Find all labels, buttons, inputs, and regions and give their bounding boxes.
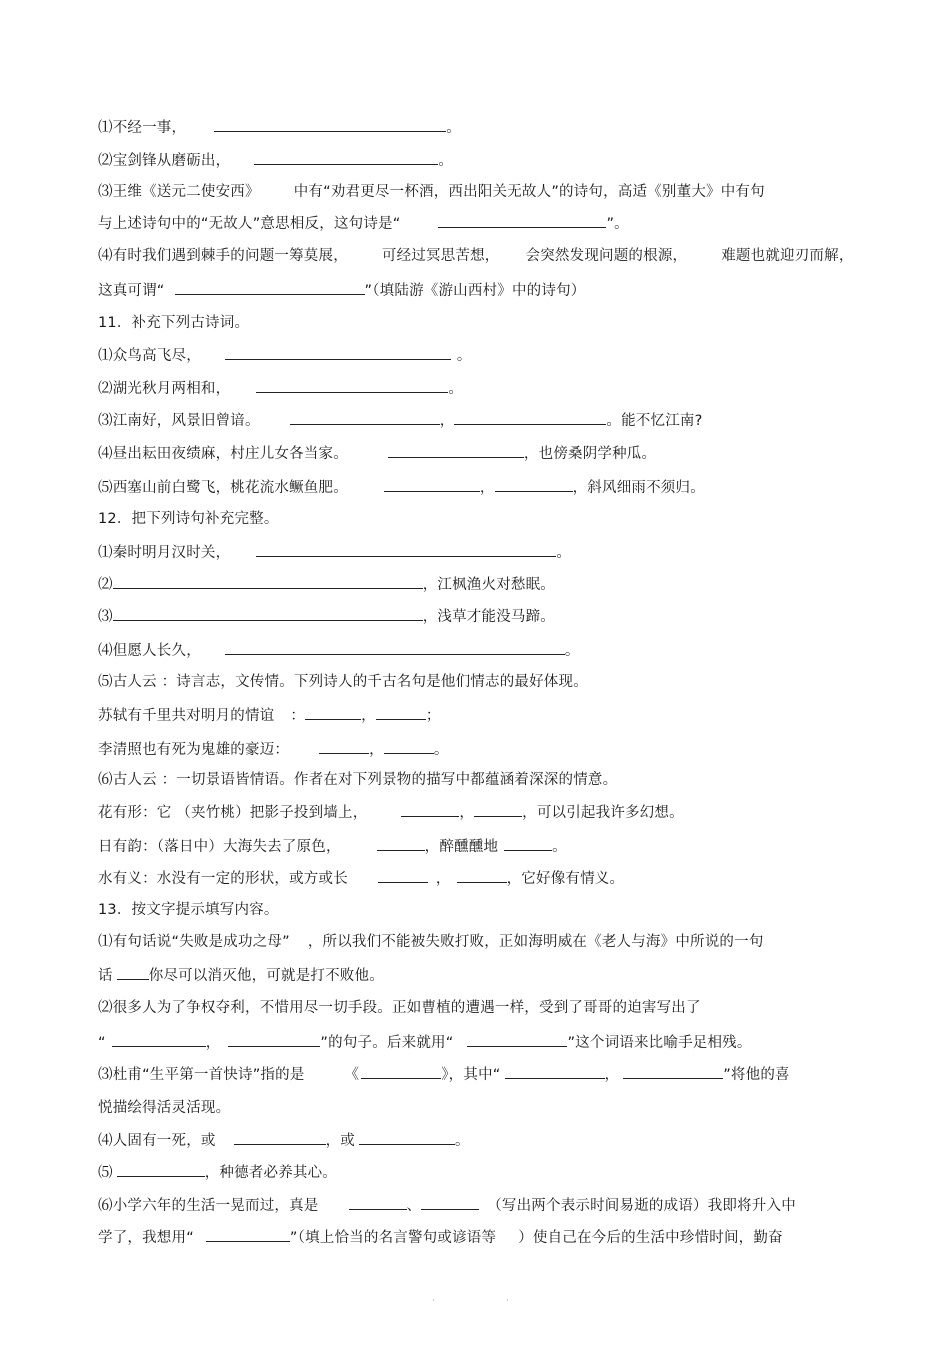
q12-1-blank[interactable] (256, 542, 556, 557)
q12-6-blank-b[interactable] (474, 802, 522, 817)
q12-item-3: ⑶ ，浅草才能没马蹄。 (98, 606, 555, 627)
q10-2-text: ⑵宝剑锋从磨砺出， (98, 153, 231, 169)
q10-1-text: ⑴不经一事， (98, 120, 187, 136)
q12-5-blank-c[interactable] (319, 739, 369, 754)
q10-1-blank[interactable] (214, 117, 446, 132)
q11-5-blank-b[interactable] (495, 477, 573, 492)
q12-3-blank[interactable] (113, 606, 423, 621)
q13-item-2: ⑵很多人为了争权夺利，不惜用尽一切手段。正如曹植的遭遇一样，受到了哥哥的迫害写出了 (98, 1000, 701, 1016)
q10-3-blank[interactable] (438, 213, 606, 228)
q10-item-4: ⑷有时我们遇到棘手的问题一筹莫展， 可经过冥思苦想， 会突然发现问题的根源， 难题也就迎刃而解， (98, 248, 854, 264)
q11-5-blank-a[interactable] (384, 477, 480, 492)
q11-item-1: ⑴众鸟高飞尽， 。 (98, 345, 472, 366)
q11-2-blank[interactable] (256, 378, 448, 393)
q10-2-blank[interactable] (254, 150, 438, 165)
q11-item-5: ⑸西塞山前白鹭飞，桃花流水鳜鱼肥。 ， ，斜风细雨不须归。 (98, 477, 705, 498)
q12-2-blank[interactable] (113, 574, 423, 589)
q12-item-5: ⑸古人云 ：诗言志，文传情。下列诗人的千古名句是他们情志的最好体现。 (98, 674, 588, 690)
q12-item-6: ⑹古人云 ：一切景语皆情语。作者在对下列景物的描写中都蕴涵着深深的情意。 (98, 772, 618, 788)
q12-item-1: ⑴秦时明月汉时关， 。 (98, 542, 571, 563)
q13-2-blank-b[interactable] (228, 1032, 320, 1047)
q13-3-blank-b[interactable] (505, 1064, 605, 1079)
q12-item-2: ⑵ ，江枫渔火对愁眠。 (98, 574, 555, 595)
q13-3-blank-c[interactable] (623, 1064, 723, 1079)
q12-5-blank-b[interactable] (376, 705, 426, 720)
q12-item-6-water: 水有义：水没有一定的形状，或方或长 ， ，它好像有情义。 (98, 868, 624, 889)
q10-item-3-cont: 与上述诗句中的“无故人”意思相反，这句诗是“ ”。 (98, 213, 629, 234)
q10-item-3: ⑶王维《送元二使安西》 中有“劝君更尽一杯酒，西出阳关无故人”的诗句，高适《别董大》中有句 (98, 184, 765, 200)
q11-title: 11．补充下列古诗词。 (98, 315, 250, 331)
q13-4-blank-a[interactable] (234, 1130, 326, 1145)
q13-item-6: ⑹小学六年的生活一晃而过，真是 、 （写出两个表示时间易逝的成语）我即将升入中 (98, 1195, 796, 1216)
q12-6-blank-f[interactable] (457, 868, 507, 883)
q10-item-2: ⑵宝剑锋从磨砺出， 。 (98, 150, 453, 171)
q11-item-2: ⑵湖光秋月两相和， 。 (98, 378, 463, 399)
q12-item-6-flower: 花有形：它 （夹竹桃）把影子投到墙上， ， ，可以引起我许多幻想。 (98, 802, 684, 823)
q12-item-5-sushi: 苏轼有千里共对明月的情谊 ： ， ； (98, 705, 441, 726)
q12-4-blank[interactable] (225, 640, 565, 655)
q10-item-1: ⑴不经一事， 。 (98, 117, 461, 138)
q12-item-4: ⑷但愿人长久， 。 (98, 640, 580, 661)
q10-4-blank[interactable] (175, 280, 365, 295)
q12-6-blank-d[interactable] (504, 836, 552, 851)
q11-1-blank[interactable] (225, 345, 451, 360)
q12-6-blank-c[interactable] (377, 836, 425, 851)
q12-title: 12．把下列诗句补充完整。 (98, 511, 279, 527)
q12-5-blank-d[interactable] (384, 739, 434, 754)
q13-item-1-cont: 话 你尽可以消灭他，可就是打不败他。 (98, 965, 384, 986)
q13-item-6-cont: 学了，我想用“ ”（填上恰当的名言警句或谚语等 ）使自己在今后的生活中珍惜时间，勤奋 (98, 1227, 783, 1248)
q13-6-blank-a[interactable] (349, 1195, 407, 1210)
q13-3-blank-a[interactable] (361, 1064, 441, 1079)
q10-item-4-cont: 这真可谓“ ”（填陆游《游山西村》中的诗句） (98, 280, 585, 301)
q13-4-blank-b[interactable] (359, 1130, 455, 1145)
q13-item-1: ⑴有句话说“失败是成功之母” ，所以我们不能被失败打败，正如海明威在《老人与海》中所说的一句 (98, 934, 764, 950)
q13-title: 13．按文字提示填写内容。 (98, 902, 279, 918)
footer-mark-left: · (432, 1296, 435, 1306)
q13-item-2-cont: “ ， ”的句子。后来就用“ ”这个词语来比喻手足相残。 (98, 1032, 752, 1053)
q13-item-4: ⑷人固有一死，或 ，或 。 (98, 1130, 470, 1151)
q11-4-blank[interactable] (388, 443, 524, 458)
q13-1-blank[interactable] (117, 965, 149, 980)
q13-6-blank-c[interactable] (206, 1227, 290, 1242)
q12-6-blank-a[interactable] (401, 802, 459, 817)
q11-item-4: ⑷昼出耘田夜绩麻，村庄儿女各当家。 ，也傍桑阴学种瓜。 (98, 443, 656, 464)
q11-3-blank-b[interactable] (454, 410, 606, 425)
q12-item-5-liqingzhao: 李清照也有死为鬼雄的豪迈： ， 。 (98, 739, 449, 760)
q11-item-3: ⑶江南好，风景旧曾谙。 ， 。能不忆江南? (98, 410, 703, 431)
q13-2-blank-c[interactable] (467, 1032, 567, 1047)
q13-item-3: ⑶杜甫“生平第一首快诗”指的是 《 》，其中“ ， ”将他的喜 (98, 1064, 790, 1085)
q13-6-blank-b[interactable] (421, 1195, 479, 1210)
q12-6-blank-e[interactable] (378, 868, 428, 883)
q12-5-blank-a[interactable] (305, 705, 361, 720)
footer-mark-right: · (506, 1296, 509, 1306)
q12-item-6-sun: 日有韵：（落日中）大海失去了原色， ，醉醺醺地 。 (98, 836, 567, 857)
q11-3-blank-a[interactable] (290, 410, 440, 425)
q13-item-3-cont: 悦描绘得活灵活现。 (98, 1100, 231, 1116)
q13-5-blank[interactable] (117, 1162, 205, 1177)
q13-item-5: ⑸ ，种德者必养其心。 (98, 1162, 337, 1183)
q13-2-blank-a[interactable] (112, 1032, 206, 1047)
